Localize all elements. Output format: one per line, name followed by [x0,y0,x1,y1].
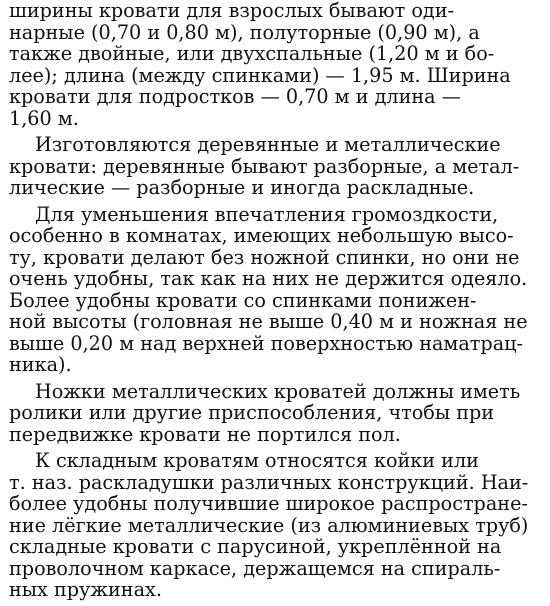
text-line: кровати: деревянные бывают разборные, а метал- [9,154,520,178]
text-line: лические — разборные и иногда раскладные. [9,176,475,199]
text-line: Для уменьшения впечатления громоздкости, [35,202,499,226]
text-line: также двойные, или двухспальные (1,20 м и бо- [9,42,495,65]
text-line: ника). [9,353,72,376]
text-line: 1,60 м. [9,106,79,130]
paragraph-bed-legs [9,381,537,446]
text-line: более удобны получившие широкое распростране- [9,492,528,515]
text-line: лее); длина (между спинками) — 1,95 м. Ширина [9,63,511,87]
text-line: К складным кроватям относятся койки или [35,449,479,472]
text-line: ширины кровати для взрослых бывают оди- [9,0,454,22]
text-line: кровати для подростков — 0,70 м и длина — [9,85,461,108]
text-line: ролики или другие приспособления, чтобы при [9,401,495,424]
paragraph-bed-headboards [9,204,537,376]
text-line: проволочном каркасе, держащемся на спираль- [9,556,501,580]
text-line: ту, кровати делают без ножной спинки, но они не [9,245,520,269]
text-line: Более удобны кровати со спинками понижен- [9,288,477,312]
text-line: ной высоты (головная не выше 0,40 м и ножная не [9,310,528,333]
text-line: ние лёгкие металлические (из алюминиевых труб) [9,513,529,537]
paragraph-bed-dimensions [9,0,537,129]
text-line: т. наз. раскладушки различных конструкций. Наи- [9,470,529,494]
text-line: Ножки металлических кроватей должны иметь [35,379,521,403]
text-line: передвижке кровати не портился пол. [9,422,401,446]
document-page [9,0,537,606]
paragraph-bed-materials [9,134,537,199]
text-line: Изготовляются деревянные и металлические [35,133,501,156]
text-line: выше 0,20 м над верхней поверхностью наматрац- [9,331,523,355]
text-line: ных пружинах. [9,578,162,601]
text-line: нарные (0,70 и 0,80 м), полуторные (0,90 м), а [9,20,480,44]
text-line: очень удобны, так как на них не держится одеяло. [9,267,528,290]
text-line: складные кровати с парусиной, укреплённой на [9,535,502,558]
paragraph-folding-beds [9,450,537,601]
text-line: особенно в комнатах, имеющих небольшую высо- [9,224,514,247]
